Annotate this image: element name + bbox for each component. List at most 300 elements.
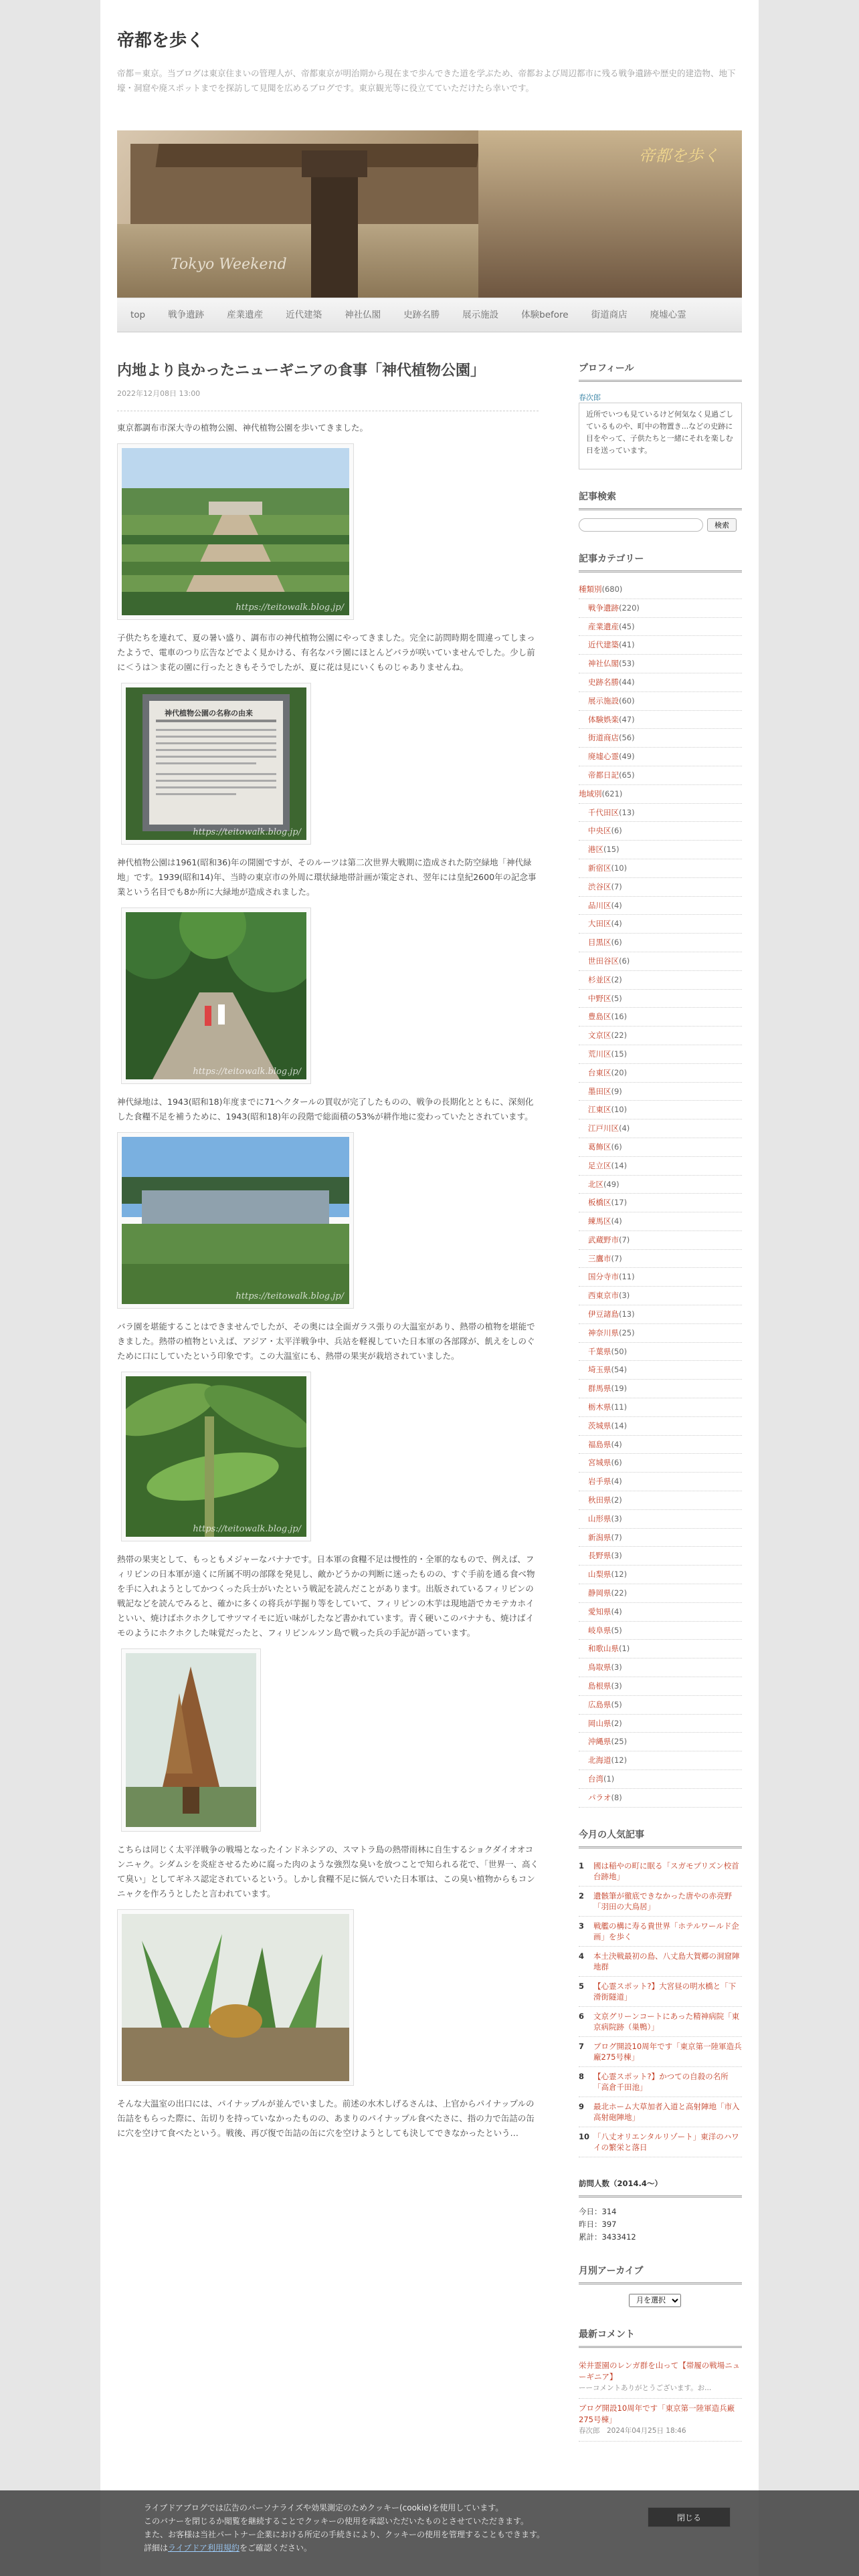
category-count: (22) xyxy=(611,1588,628,1598)
site-header xyxy=(117,27,742,96)
post-paragraph: こちらは同じく太平洋戦争の戦場となったインドネシアの、スマトラ島の熱帯雨林に自生するショクダイオオコンニャク。シダムシを炎症させるために腐った肉のような強烈な臭いを放つことで知られる花で、「世界一、高くて臭い」としてギネス認定されているという。しかし食糧不足に悩んでいた日本軍は、この臭い植物からもコンニャクを作ろうとしたと言われています。 xyxy=(117,1844,539,1899)
nav-item[interactable]: 街道商店 xyxy=(591,310,628,320)
ranking-title[interactable]: 戦艦の構に寿る貴世界「ホテルワールド企画」を歩く xyxy=(593,1921,739,1941)
category-item xyxy=(579,1287,742,1305)
category-item xyxy=(579,1157,742,1176)
nav-item[interactable]: 体験before xyxy=(521,310,569,320)
category-count: (11) xyxy=(611,1402,628,1412)
category-link[interactable]: 千葉県 xyxy=(588,1346,611,1356)
category-count: (10) xyxy=(611,1105,628,1115)
category-count: (5) xyxy=(611,1699,622,1709)
nav-item[interactable]: 史跡名勝 xyxy=(403,310,440,320)
category-item xyxy=(579,1715,742,1733)
category-item xyxy=(579,1696,742,1715)
ranking-item[interactable] xyxy=(579,1856,742,1887)
image-watermark: https://teitowalk.blog.jp/ xyxy=(235,603,344,613)
category-count: (2) xyxy=(611,974,622,984)
category-count: (1) xyxy=(619,1644,630,1654)
category-count: (3) xyxy=(611,1681,622,1691)
widget-title: プロフィール xyxy=(579,361,742,382)
category-link[interactable]: 新宿区 xyxy=(588,863,611,873)
profile-widget xyxy=(579,361,742,469)
category-link[interactable]: 杉並区 xyxy=(588,974,611,984)
category-item xyxy=(579,1119,742,1138)
comment-list xyxy=(579,2356,742,2442)
category-link[interactable]: 神奈川県 xyxy=(588,1327,619,1337)
category-count: (12) xyxy=(611,1570,628,1580)
post-paragraph: 熱帯の果実として、もっともメジャーなバナナです。日本軍の食糧不足は慢性的・全軍的なもので、例えば、フィリピンの日本軍が遠くに所属不明の部隊を発見し、敵かどうかの判断に迷ったものの、すぐ手前を通る食べ物を手に入れようとしてかつくった兵士がいたという戦記を読んだことがあります。出版されているフィリピンの戦記などを読んでみると、確かに多くの将兵が芋掘り等をしていて、フィリピンの木芋は現地語でカモテカホイといい、焼けばホクホクしてサツマイモに近い味がしたなど書かれています。青く硬いこのバナナも、焼けばイモのようにホクホクした味覚だったと、フィリピンルソン島で戦った兵の手記が語っています。 xyxy=(117,1554,535,1638)
ranking-number: 4 xyxy=(579,1951,585,1961)
category-link[interactable]: 岐阜県 xyxy=(588,1625,611,1635)
category-link[interactable]: 中央区 xyxy=(588,826,611,836)
category-link[interactable]: 文京区 xyxy=(588,1031,611,1041)
post-image-banana[interactable] xyxy=(121,1372,311,1541)
category-item xyxy=(579,1064,742,1083)
forest-path-photo xyxy=(126,912,306,1079)
category-item xyxy=(579,1305,742,1324)
category-link[interactable]: 種類別 xyxy=(579,584,602,594)
category-item xyxy=(579,1138,742,1157)
category-link[interactable]: 台湾 xyxy=(588,1774,603,1784)
category-item xyxy=(579,934,742,952)
category-count: (53) xyxy=(619,659,635,669)
ranking-number: 3 xyxy=(579,1921,585,1931)
category-item xyxy=(579,636,742,655)
category-item xyxy=(579,915,742,934)
category-count: (7) xyxy=(611,1532,622,1542)
ranking-title[interactable]: 【心霊スポット?】大宮昼の明水橋と「下滑街隧道」 xyxy=(593,1981,737,2002)
category-count: (10) xyxy=(611,863,628,873)
greenhouse-photo xyxy=(122,1137,349,1304)
ranking-number: 1 xyxy=(579,1860,585,1870)
category-count: (6) xyxy=(619,956,630,966)
profile-name-link[interactable]: 春次郎 xyxy=(579,393,601,402)
category-item xyxy=(579,1454,742,1473)
category-link[interactable]: 地域別 xyxy=(579,788,602,798)
category-link[interactable]: 静岡県 xyxy=(588,1588,611,1598)
category-item xyxy=(579,1324,742,1343)
nav-item[interactable]: 近代建築 xyxy=(286,310,322,320)
category-link[interactable]: 港区 xyxy=(588,845,603,855)
category-link[interactable]: 中野区 xyxy=(588,993,611,1003)
ranking-item[interactable] xyxy=(579,1977,742,2007)
banana-plant-photo xyxy=(126,1376,306,1537)
nav-item[interactable]: 展示施設 xyxy=(462,310,499,320)
category-count: (3) xyxy=(611,1551,622,1561)
category-item xyxy=(579,1658,742,1677)
sidebar xyxy=(579,361,742,2462)
category-count: (4) xyxy=(611,1216,622,1226)
category-item xyxy=(579,711,742,730)
category-count: (5) xyxy=(611,1625,622,1635)
category-link[interactable]: 岩手県 xyxy=(588,1477,611,1487)
category-item xyxy=(579,1361,742,1380)
post-image-greenhouse-exterior[interactable] xyxy=(117,1132,354,1309)
ranking-item[interactable] xyxy=(579,1947,742,1977)
category-link[interactable]: 新潟県 xyxy=(588,1532,611,1542)
widget-title: 今月の人気記事 xyxy=(579,1828,742,1848)
category-link[interactable]: 葛飾区 xyxy=(588,1142,611,1152)
category-link[interactable]: 宮城県 xyxy=(588,1458,611,1468)
category-item xyxy=(579,1008,742,1027)
category-item xyxy=(579,878,742,897)
banner-monument xyxy=(311,171,358,298)
cookie-line xyxy=(144,2541,572,2555)
category-link[interactable]: 体験娯楽 xyxy=(588,714,619,724)
category-link[interactable]: 台東区 xyxy=(588,1067,611,1077)
category-link[interactable]: 北海道 xyxy=(588,1755,611,1765)
cookie-banner xyxy=(0,2490,859,2576)
category-count: (15) xyxy=(611,1049,628,1059)
cookie-line: また、お客様は当社パートナー企業における所定の手続きにより、クッキーの使用を管理することもできます。 xyxy=(144,2530,545,2539)
category-item xyxy=(579,655,742,673)
category-link[interactable]: 栃木県 xyxy=(588,1402,611,1412)
category-count: (54) xyxy=(611,1365,628,1375)
category-link[interactable]: 目黒区 xyxy=(588,938,611,948)
category-count: (9) xyxy=(611,1086,622,1096)
category-link[interactable]: 江戸川区 xyxy=(588,1123,619,1134)
category-count: (8) xyxy=(611,1792,622,1802)
category-item xyxy=(579,1640,742,1658)
category-link[interactable]: 帝都日記 xyxy=(588,770,619,780)
category-count: (65) xyxy=(619,770,635,780)
category-item xyxy=(579,1343,742,1362)
post-paragraph: 子供たちを連れて、夏の暑い盛り、調布市の神代植物公園にやってきました。完全に訪問時期を間違ってしまったようで、電車のつり広告などでよく見かける、有名なバラ園にほとんどバラが咲いていませんでした。少し前に＜うは＞ま花の園に行ったときもそうでしたが、夏に花は見にいくものじゃありませんね。 xyxy=(117,633,535,672)
category-count: (17) xyxy=(611,1198,628,1208)
category-count: (15) xyxy=(603,845,619,855)
post-image-pineapple[interactable] xyxy=(117,1909,354,2086)
category-count: (4) xyxy=(611,900,622,910)
header-banner[interactable] xyxy=(117,130,742,298)
widget-title: 訪問人数（2014.4～） xyxy=(579,2177,742,2197)
site-description: 帝都＝東京。当ブログは東京住まいの管理人が、帝都東京が明治期から現在まで歩んできた道を学ぶため、帝都および周辺都市に残る戦争遺跡や歴史的建造物、地下壕・洞窟や廃スポットまでを探訪して見聞を広めるブログです。東京観光等に役立てていただけたら幸いです。 xyxy=(117,68,736,93)
category-link[interactable]: 武蔵野市 xyxy=(588,1235,619,1245)
category-count: (4) xyxy=(611,1606,622,1616)
sign-title: 神代植物公園の名称の由来 xyxy=(165,709,253,718)
ranking-item[interactable] xyxy=(579,1917,742,1947)
cookie-text xyxy=(144,2501,572,2555)
post-paragraph: 東京都調布市深大寺の植物公園、神代植物公園を歩いてきました。 xyxy=(117,423,369,433)
ranking-item[interactable] xyxy=(579,2037,742,2067)
category-link[interactable]: 鳥取県 xyxy=(588,1662,611,1673)
category-item xyxy=(579,1491,742,1510)
category-count: (50) xyxy=(611,1346,628,1356)
category-item xyxy=(579,804,742,823)
category-count: (5) xyxy=(611,993,622,1003)
category-item xyxy=(579,1770,742,1789)
category-count: (7) xyxy=(619,1235,630,1245)
ranking-title[interactable]: 國は稲やの町に眠る「スガモプリズン校首台跡地」 xyxy=(593,1860,739,1881)
category-item xyxy=(579,1101,742,1119)
visits-widget xyxy=(579,2177,742,2244)
ranking-title[interactable]: 文京グリーンコートにあった精神病院「東京病院跡（巣鴨）」 xyxy=(593,2011,740,2032)
ranking-number: 7 xyxy=(579,2041,585,2051)
profile-text: 近所でいつも見ているけど何気なく見過ごしているものや、町中の物置き...などの史跡に目をやって、子供たちと一緒にそれを楽しむ日を送っています。 xyxy=(579,403,742,469)
category-item xyxy=(579,1045,742,1064)
category-count: (12) xyxy=(611,1755,628,1765)
category-item xyxy=(579,1529,742,1547)
ranking-title[interactable]: ブログ開設10周年です「東京第一陸軍造兵廠275号棟」 xyxy=(593,2041,742,2062)
category-link[interactable]: 世田谷区 xyxy=(588,956,619,966)
category-item xyxy=(579,580,742,599)
cookie-text-pre: 詳細は xyxy=(144,2543,169,2553)
image-watermark: https://teitowalk.blog.jp/ xyxy=(193,1524,301,1534)
category-link[interactable]: 山梨県 xyxy=(588,1570,611,1580)
visits-total: 累計：3433412 xyxy=(579,2232,636,2242)
category-link[interactable]: 品川区 xyxy=(588,900,611,910)
category-count: (13) xyxy=(619,1309,635,1319)
category-item xyxy=(579,952,742,971)
category-item xyxy=(579,1027,742,1045)
category-link[interactable]: 国分寺市 xyxy=(588,1272,619,1282)
post-title[interactable]: 内地より良かったニューギニアの食事「神代植物公園」 xyxy=(117,362,486,379)
category-item xyxy=(579,1584,742,1603)
category-link[interactable]: 広島県 xyxy=(588,1699,611,1709)
category-item xyxy=(579,990,742,1008)
category-count: (20) xyxy=(611,1067,628,1077)
category-link[interactable]: 街道商店 xyxy=(588,733,619,743)
comment-item xyxy=(579,2399,742,2442)
category-item xyxy=(579,1436,742,1455)
nav-item[interactable]: 産業遺産 xyxy=(227,310,264,320)
category-link[interactable]: 廃墟心霊 xyxy=(588,752,619,762)
category-count: (60) xyxy=(619,695,635,706)
category-link[interactable]: 豊島区 xyxy=(588,1012,611,1022)
category-count: (3) xyxy=(611,1662,622,1673)
ranking-number: 9 xyxy=(579,2101,585,2111)
archive-widget xyxy=(579,2264,742,2307)
category-count: (4) xyxy=(611,1477,622,1487)
category-item xyxy=(579,1677,742,1696)
category-item xyxy=(579,766,742,785)
category-count: (14) xyxy=(611,1420,628,1430)
category-link[interactable]: 山形県 xyxy=(588,1513,611,1523)
category-link[interactable]: 群馬県 xyxy=(588,1384,611,1394)
ranking-list xyxy=(579,1856,742,2157)
category-link[interactable]: パラオ xyxy=(588,1792,611,1802)
category-count: (4) xyxy=(611,919,622,929)
archive-select[interactable] xyxy=(629,2294,681,2307)
category-link[interactable]: 大田区 xyxy=(588,919,611,929)
category-link[interactable]: 島根県 xyxy=(588,1681,611,1691)
category-count: (1) xyxy=(603,1774,615,1784)
category-count: (6) xyxy=(611,1458,622,1468)
category-link[interactable]: 和歌山県 xyxy=(588,1644,619,1654)
category-item xyxy=(579,1603,742,1622)
ranking-title[interactable]: 【心霊スポット?】かつての自殺の名所「高倉千田池」 xyxy=(593,2071,729,2092)
comments-widget xyxy=(579,2327,742,2442)
category-count: (7) xyxy=(611,881,622,891)
category-item xyxy=(579,1733,742,1751)
ranking-item[interactable] xyxy=(579,2067,742,2097)
comment-item xyxy=(579,2356,742,2399)
banner-logo: 帝都を歩く xyxy=(639,146,719,165)
category-item xyxy=(579,971,742,990)
category-item xyxy=(579,1268,742,1287)
visits-today: 今日：314 xyxy=(579,2206,617,2216)
cookie-close-button[interactable]: 閉じる xyxy=(648,2507,731,2527)
category-item xyxy=(579,1751,742,1770)
post-paragraph: そんな大温室の出口には、パイナップルが並んでいました。前述の水木しげるさんは、上官からパイナップルの缶詰をもらった際に、缶切りを持っていなかったものの、あまりのパイナップル食べたさに、指の力で缶詰の缶に穴を空けて食べたという。戦後、再び復で缶詰の缶に穴を空けようとしても決してできなかったという… xyxy=(117,2099,535,2138)
category-count: (220) xyxy=(619,603,640,613)
category-link[interactable]: 史跡名勝 xyxy=(588,677,619,687)
category-item xyxy=(579,1547,742,1566)
category-count: (47) xyxy=(619,714,635,724)
category-link[interactable]: 愛知県 xyxy=(588,1606,611,1616)
ranking-widget xyxy=(579,1828,742,2157)
category-item xyxy=(579,859,742,878)
category-count: (13) xyxy=(619,807,635,817)
category-link[interactable]: 埼玉県 xyxy=(588,1365,611,1375)
comment-title[interactable]: ブログ開設10周年です「東京第一陸軍造兵廠275号棟」 xyxy=(579,2403,735,2424)
category-link[interactable]: 茨城県 xyxy=(588,1420,611,1430)
category-item xyxy=(579,1622,742,1640)
post-image-path[interactable] xyxy=(121,907,311,1084)
post-content xyxy=(117,361,539,2147)
ranking-number: 2 xyxy=(579,1891,585,1901)
category-link[interactable]: 神社仏閣 xyxy=(588,659,619,669)
category-link[interactable]: 練馬区 xyxy=(588,1216,611,1226)
category-link[interactable]: 戦争遺跡 xyxy=(588,603,619,613)
nav-item[interactable]: 神社仏閣 xyxy=(345,310,381,320)
ranking-number: 6 xyxy=(579,2011,585,2021)
category-item xyxy=(579,897,742,916)
ranking-item[interactable] xyxy=(579,2127,742,2157)
category-item xyxy=(579,1566,742,1584)
widget-title: 記事検索 xyxy=(579,490,742,510)
category-widget xyxy=(579,552,742,1808)
category-item xyxy=(579,1083,742,1101)
category-link[interactable]: 三鷹市 xyxy=(588,1253,611,1263)
site-title[interactable]: 帝都を歩く xyxy=(117,31,205,51)
post-paragraph: 神代植物公園は1961(昭和36)年の開園ですが、そのルーツは第二次世界大戦期に造成された防空緑地「神代緑地」です。1939(昭和14)年、当時の東京市の外周に環状緑地帯計画が策定され、翌年には皇紀2600年の記念事業という名目でも8か所に大緑地が造成されました。 xyxy=(117,857,537,897)
category-count: (25) xyxy=(611,1737,628,1747)
comment-meta: 春次郎 2024年04月25日 18:46 xyxy=(579,2426,686,2435)
ranking-item[interactable] xyxy=(579,2097,742,2127)
post-date: 2022年12月08日 13:00 xyxy=(117,389,201,398)
ranking-number: 5 xyxy=(579,1981,585,1991)
banner-photo-text: Tokyo Weekend xyxy=(171,256,287,273)
ranking-title[interactable]: 最北ホーム大草加者入道と高射陣地「市入高射砲陣地」 xyxy=(593,2101,740,2122)
post-paragraph: 神代緑地は、1943(昭和18)年度までに71ヘクタールの買収が完了したものの、戦争の長期化とともに、深刻化した食糧不足を補うために、1943(昭和18)年の段階で総面積の53%が耕作地に変わっていたとされています。 xyxy=(117,1097,534,1121)
category-count: (16) xyxy=(611,1012,628,1022)
category-link[interactable]: 岡山県 xyxy=(588,1718,611,1728)
category-count: (6) xyxy=(611,1142,622,1152)
category-link[interactable]: 福島県 xyxy=(588,1439,611,1449)
main-nav xyxy=(117,298,742,332)
widget-title: 記事カテゴリー xyxy=(579,552,742,572)
pineapple-photo xyxy=(122,1914,349,2081)
category-link[interactable]: 近代建築 xyxy=(588,640,619,650)
category-item xyxy=(579,1380,742,1398)
category-item xyxy=(579,785,742,804)
category-link[interactable]: 伊豆諸島 xyxy=(588,1309,619,1319)
page-container xyxy=(100,0,759,2576)
category-link[interactable]: 秋田県 xyxy=(588,1495,611,1505)
category-count: (3) xyxy=(619,1291,630,1301)
category-link[interactable]: 沖縄県 xyxy=(588,1737,611,1747)
category-link[interactable]: 渋谷区 xyxy=(588,881,611,891)
category-link[interactable]: 西東京市 xyxy=(588,1291,619,1301)
category-count: (6) xyxy=(611,826,622,836)
comment-meta: ーーコメントありがとうございます。お... xyxy=(579,2383,712,2392)
visits-yesterday: 昨日：397 xyxy=(579,2219,617,2229)
category-count: (621) xyxy=(601,788,623,798)
nav-item[interactable]: 廃墟心霊 xyxy=(650,310,686,320)
ranking-number: 10 xyxy=(579,2131,590,2141)
category-link[interactable]: 荒川区 xyxy=(588,1049,611,1059)
widget-title: 最新コメント xyxy=(579,2327,742,2348)
category-item xyxy=(579,1212,742,1231)
ranking-number: 8 xyxy=(579,2071,585,2081)
post-image-garden[interactable] xyxy=(117,443,354,620)
category-item xyxy=(579,729,742,748)
category-link[interactable]: 板橋区 xyxy=(588,1198,611,1208)
post-paragraph: バラ園を堪能することはできませんでしたが、その奥には全面ガラス張りの大温室があり、熱帯の植物を堪能できました。熱帯の植物といえば、アジア・太平洋戦争中、兵站を軽視していた日本軍の各部隊が、飢えをしのぐために口にしていたという印象です。この大温室にも、熱帯の果実が栽培されていました。 xyxy=(117,1321,535,1361)
category-count: (44) xyxy=(619,677,635,687)
post-image-konjac[interactable] xyxy=(121,1648,261,1832)
category-count: (19) xyxy=(611,1384,628,1394)
widget-title: 月別アーカイブ xyxy=(579,2264,742,2284)
search-widget xyxy=(579,490,742,532)
image-watermark: https://teitowalk.blog.jp/ xyxy=(235,1291,344,1301)
category-count: (14) xyxy=(611,1160,628,1170)
category-count: (3) xyxy=(611,1513,622,1523)
ranking-item[interactable] xyxy=(579,2007,742,2037)
category-link[interactable]: 長野県 xyxy=(588,1551,611,1561)
search-button[interactable]: 検索 xyxy=(707,518,737,532)
ranking-item[interactable] xyxy=(579,1887,742,1917)
search-input[interactable] xyxy=(579,518,703,532)
category-link[interactable]: 墨田区 xyxy=(588,1086,611,1096)
category-item xyxy=(579,618,742,637)
category-count: (49) xyxy=(603,1179,619,1189)
category-link[interactable]: 産業遺産 xyxy=(588,621,619,631)
category-item xyxy=(579,1473,742,1491)
nav-item[interactable]: 戦争遺跡 xyxy=(168,310,205,320)
category-link[interactable]: 千代田区 xyxy=(588,807,619,817)
terms-link[interactable]: ライブドア利用規約 xyxy=(168,2543,240,2553)
ranking-title[interactable]: 「八丈オリエンタルリゾート」東洋のハワイの繁栄と落日 xyxy=(593,2131,739,2152)
category-count: (4) xyxy=(611,1439,622,1449)
category-link[interactable]: 北区 xyxy=(588,1179,603,1189)
category-link[interactable]: 江東区 xyxy=(588,1105,611,1115)
image-watermark: https://teitowalk.blog.jp/ xyxy=(193,1067,301,1077)
category-count: (41) xyxy=(619,640,635,650)
post-image-sign[interactable] xyxy=(121,683,311,845)
category-link[interactable]: 展示施設 xyxy=(588,695,619,706)
comment-title[interactable]: 栄井霊園のレンガ群を山って【帯履の戦場ニューギニア】 xyxy=(579,2360,741,2381)
category-count: (25) xyxy=(619,1327,635,1337)
category-item xyxy=(579,841,742,859)
category-item xyxy=(579,1417,742,1436)
image-watermark: https://teitowalk.blog.jp/ xyxy=(193,827,301,837)
category-item xyxy=(579,1231,742,1250)
nav-item[interactable]: top xyxy=(130,310,146,320)
category-item xyxy=(579,1789,742,1808)
category-item xyxy=(579,748,742,766)
garden-photo xyxy=(122,448,349,615)
category-link[interactable]: 足立区 xyxy=(588,1160,611,1170)
category-count: (22) xyxy=(611,1031,628,1041)
category-item xyxy=(579,599,742,618)
cookie-line: このバナーを閉じるか閲覧を継続することでクッキーの使用を承認いただいたものとさせていただきます。 xyxy=(144,2516,529,2526)
category-item xyxy=(579,673,742,692)
category-count: (6) xyxy=(611,938,622,948)
category-item xyxy=(579,1176,742,1194)
ranking-title[interactable]: 本土決戦最初の島、八丈島大賀郷の洞窟陣地群 xyxy=(593,1951,740,1971)
ranking-title[interactable]: 遺骸筆が徹底できなかった唐やの赤亮野「羽田の大鳥居」 xyxy=(593,1891,732,1911)
